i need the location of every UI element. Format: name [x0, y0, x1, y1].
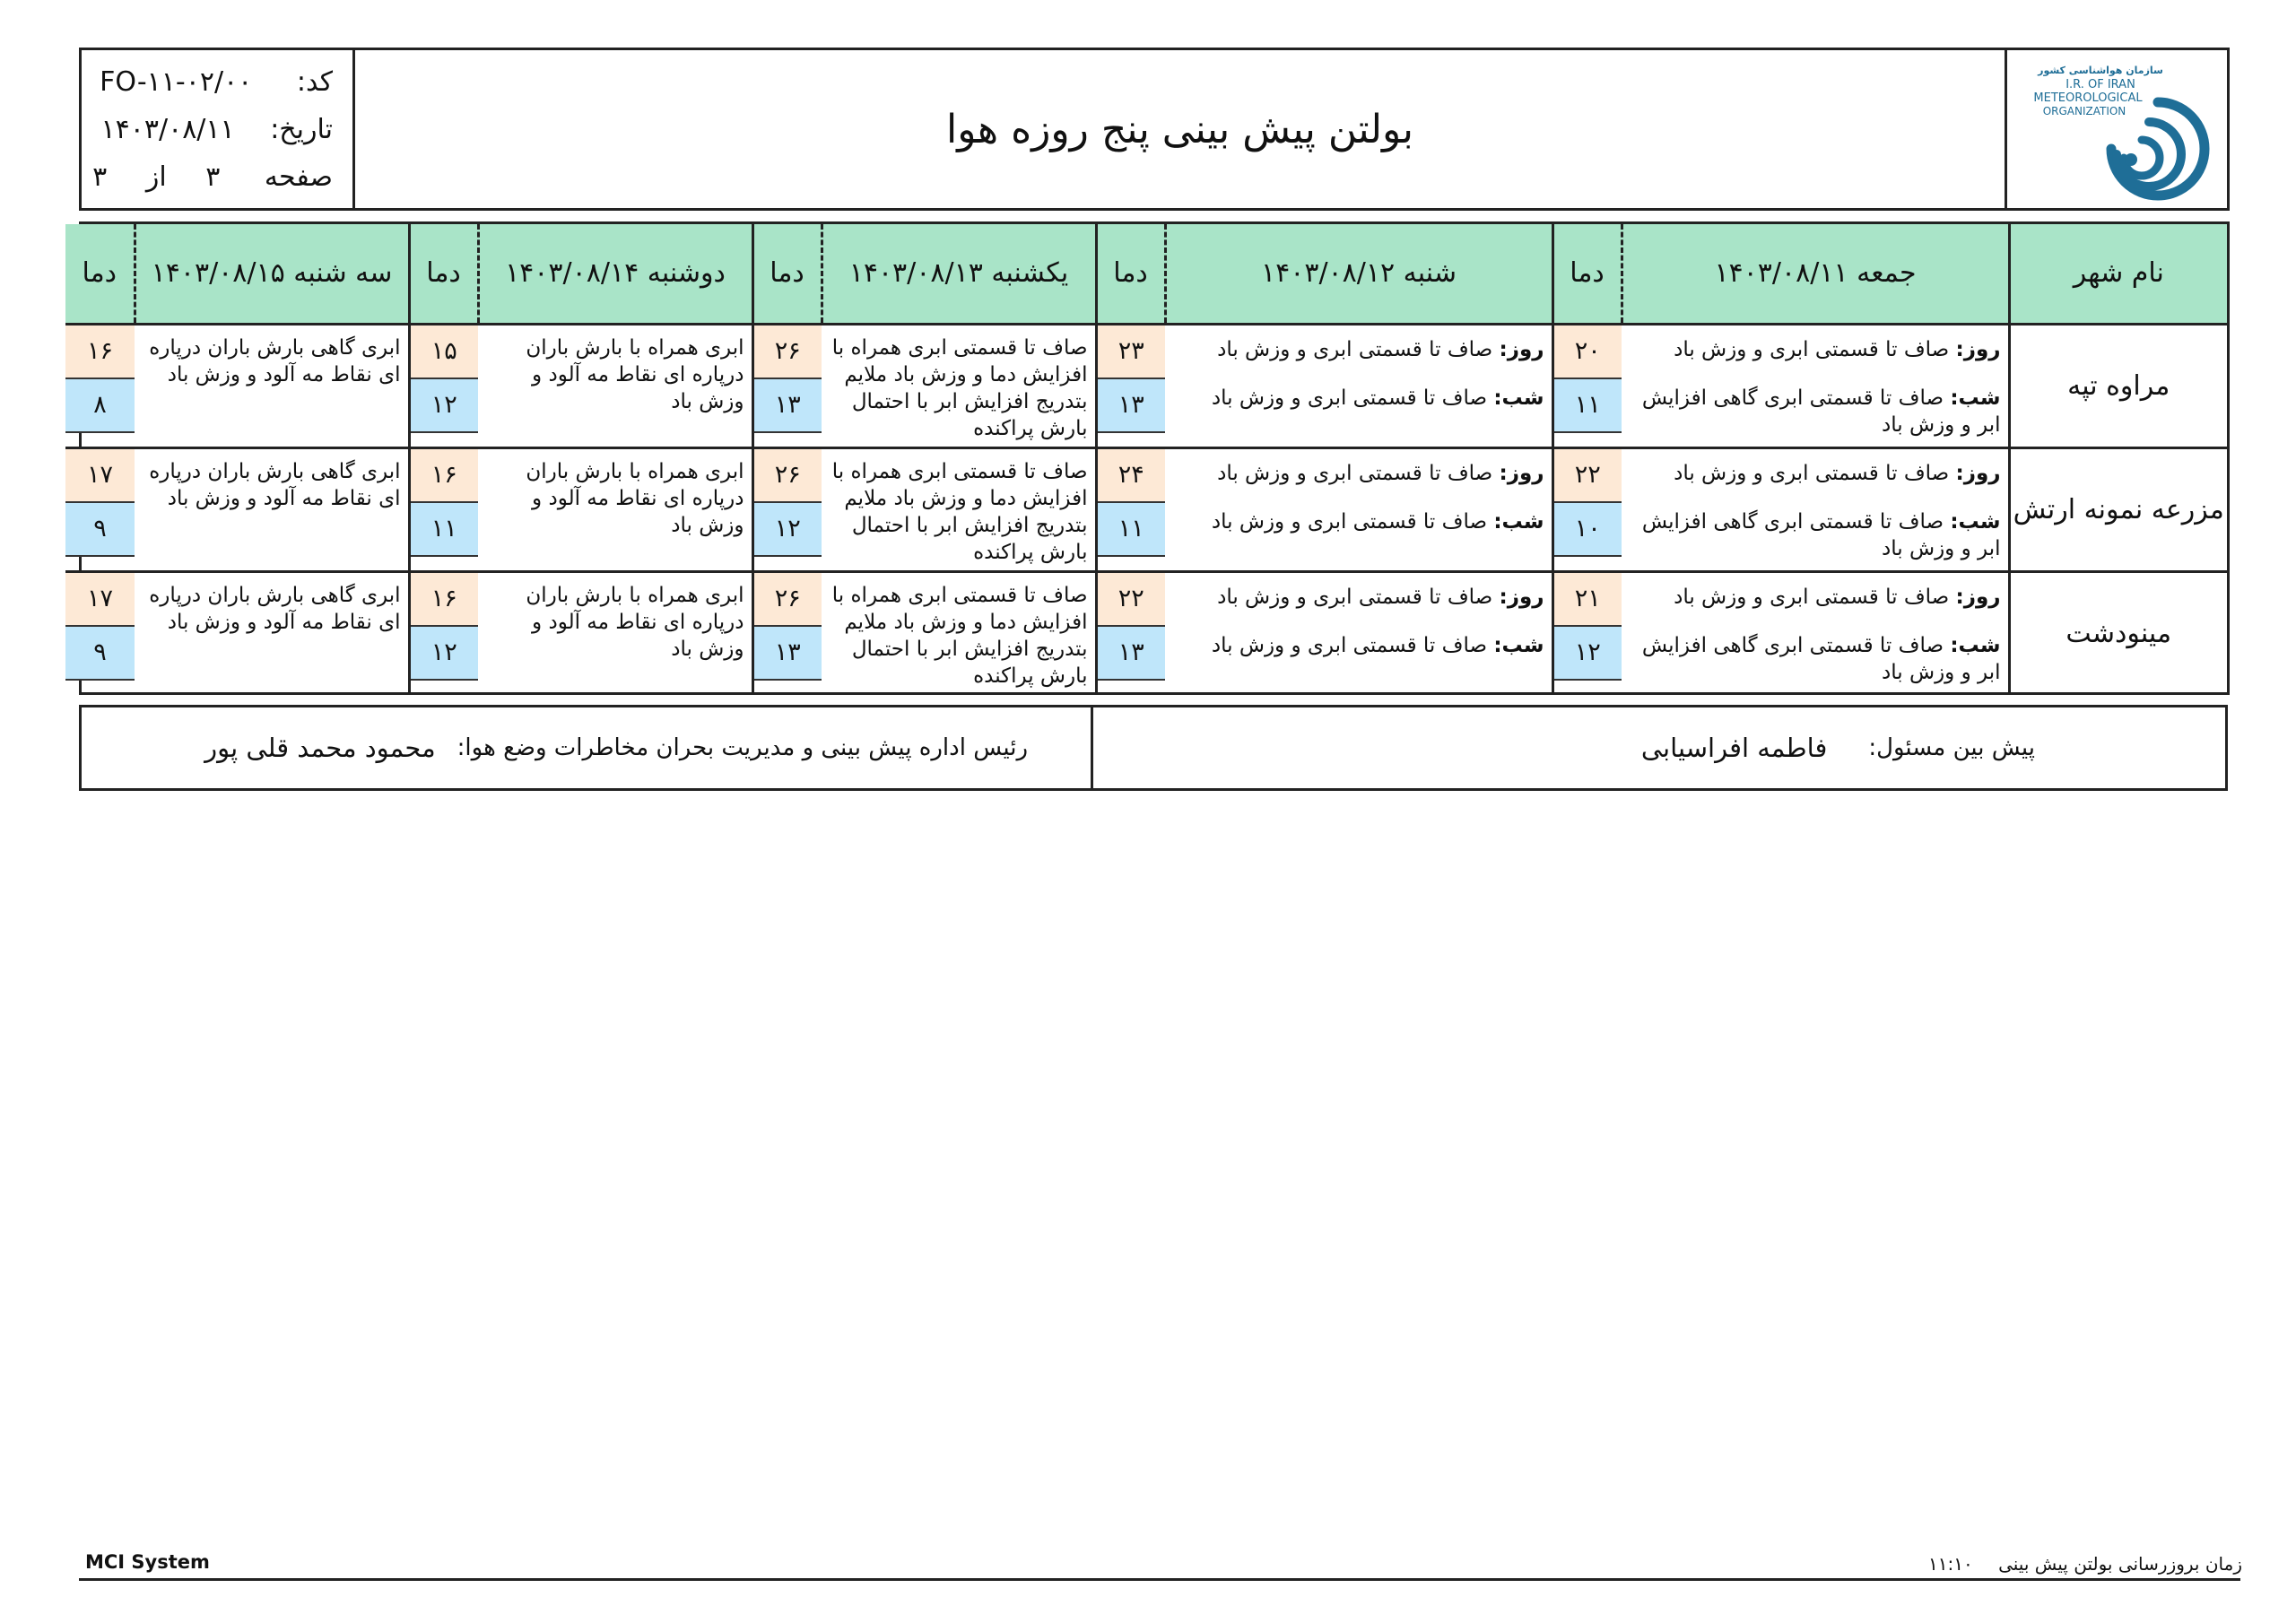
min-temp: ۱۱ [411, 503, 479, 557]
page-title: بولتن پیش بینی پنج روزه هوا [945, 106, 1414, 152]
temp-column-header: دما [1096, 224, 1165, 324]
temperature-cell [409, 324, 478, 447]
temperature-cell [752, 324, 822, 447]
signature-box [79, 705, 2228, 791]
day-column-header: دوشنبه ۱۴۰۳/۰۸/۱۴ [478, 224, 752, 324]
min-temp: ۱۳ [1098, 627, 1166, 681]
temperature-cell [409, 571, 478, 695]
footer-divider [79, 1578, 2240, 1581]
head-name: محمود محمد قلی پور [204, 733, 436, 763]
temperature-cell [1552, 324, 1622, 447]
min-temp: ۱۲ [411, 379, 479, 433]
temp-column-header: دما [752, 224, 822, 324]
forecast-description: روز: صاف تا قسمتی ابری و وزش باد شب: صاف تا قسمتی ابری و وزش باد [1165, 571, 1552, 695]
table-row [65, 447, 2227, 571]
table-header-row [65, 224, 2227, 324]
max-temp: ۲۰ [1554, 325, 1622, 379]
day-column-header: جمعه ۱۴۰۳/۰۸/۱۱ [1622, 224, 2009, 324]
table-row [65, 324, 2227, 447]
forecast-description: ابری همراه با بارش باران درپاره ای نقاط مه آلود و وزش باد [478, 447, 752, 571]
forecast-description: صاف تا قسمتی ابری همراه با افزایش دما و وزش باد ملایم بتدریج افزایش ابر با احتمال بارش پراکنده [822, 447, 1096, 571]
forecast-description: ابری همراه با بارش باران درپاره ای نقاط مه آلود و وزش باد [526, 335, 744, 413]
update-time-row [1928, 1553, 2242, 1575]
logo-fa-text: سازمان هواشناسی کشور [2038, 65, 2163, 76]
min-temp: ۱۰ [1554, 503, 1622, 557]
page-total: ۳ [92, 161, 108, 193]
city-name: مراوه تپه [2009, 324, 2227, 447]
max-temp: ۲۳ [1098, 325, 1166, 379]
table-row [65, 571, 2227, 695]
forecast-table [79, 221, 2230, 695]
logo-en-line1: I.R. OF IRAN [2066, 78, 2135, 91]
min-temp: ۱۳ [754, 627, 822, 681]
city-column-header: نام شهر [2009, 224, 2227, 324]
temperature-cell [752, 571, 822, 695]
city-name: مینودشت [2009, 571, 2227, 695]
temperature-cell [1552, 571, 1622, 695]
head-label: رئیس اداره پیش بینی و مدیریت بحران مخاطرات وضع هوا: [457, 734, 1028, 761]
forecaster [1641, 707, 2035, 788]
max-temp: ۱۶ [411, 573, 479, 627]
forecaster-section [1091, 707, 2225, 788]
date-label: تاریخ: [270, 114, 333, 145]
page-of: از [145, 161, 167, 193]
bulletin-header [79, 48, 2230, 211]
forecast-description: روز: صاف تا قسمتی ابری و وزش باد شب: صاف تا قسمتی ابری گاهی افزایش ابر و وزش باد [1641, 337, 2001, 437]
forecast-description: ابری گاهی بارش باران درپاره ای نقاط مه آلود و وزش باد [135, 571, 409, 695]
temperature-cell [1096, 447, 1165, 571]
min-temp: ۱۳ [1098, 379, 1166, 433]
min-temp: ۱۱ [1554, 379, 1622, 433]
max-temp: ۲۶ [754, 573, 822, 627]
max-temp: ۲۴ [1098, 449, 1166, 503]
max-temp: ۱۶ [411, 449, 479, 503]
min-temp: ۱۲ [1554, 627, 1622, 681]
forecaster-name: فاطمه افراسیابی [1640, 733, 1828, 763]
day-column-header: شنبه ۱۴۰۳/۰۸/۱۲ [1165, 224, 1552, 324]
temp-column-header: دما [1552, 224, 1622, 324]
min-temp: ۱۳ [754, 379, 822, 433]
forecast-description: روز: صاف تا قسمتی ابری و وزش باد شب: صاف تا قسمتی ابری گاهی افزایش ابر و وزش باد [1622, 571, 2009, 695]
update-time: ۱۱:۱۰ [1928, 1553, 1973, 1575]
min-temp: ۱۲ [411, 627, 479, 681]
temperature-cell [1552, 447, 1622, 571]
forecast-description: روز: صاف تا قسمتی ابری و وزش باد شب: صاف تا قسمتی ابری و وزش باد [1211, 337, 1544, 410]
forecast-description: روز: صاف تا قسمتی ابری و وزش باد شب: صاف تا قسمتی ابری گاهی افزایش ابر و وزش باد [1622, 447, 2009, 571]
temperature-cell [65, 324, 135, 447]
max-temp: ۲۱ [1554, 573, 1622, 627]
page-label: صفحه [264, 161, 333, 193]
temp-column-header: دما [65, 224, 135, 324]
max-temp: ۱۷ [65, 449, 135, 503]
min-temp: ۱۲ [754, 503, 822, 557]
head-of-department [204, 707, 1028, 788]
code-row [100, 66, 333, 98]
logo-en-line3: ORGANIZATION [2042, 105, 2126, 117]
min-temp: ۹ [65, 627, 135, 681]
temperature-cell [65, 571, 135, 695]
temperature-cell [65, 447, 135, 571]
city-name: مزرعه نمونه ارتش [2009, 447, 2227, 571]
forecast-description: روز: صاف تا قسمتی ابری و وزش باد شب: صاف تا قسمتی ابری و وزش باد [1165, 447, 1552, 571]
max-temp: ۱۷ [65, 573, 135, 627]
code-label: کد: [296, 66, 333, 98]
update-label: زمان بروزرسانی بولتن پیش بینی [1998, 1553, 2242, 1575]
forecaster-label: پیش بین مسئول: [1868, 734, 2035, 761]
temp-column-header: دما [409, 224, 478, 324]
forecast-description: ابری همراه با بارش باران درپاره ای نقاط مه آلود و وزش باد [478, 571, 752, 695]
date-row [101, 114, 333, 145]
logo-en-line2: METEOROLOGICAL [2033, 91, 2143, 105]
temperature-cell [1096, 324, 1165, 447]
day-column-header: یکشنبه ۱۴۰۳/۰۸/۱۳ [822, 224, 1096, 324]
system-name: MCI System [85, 1551, 210, 1573]
max-temp: ۱۵ [411, 325, 479, 379]
forecast-description: ابری گاهی بارش باران درپاره ای نقاط مه آلود و وزش باد [135, 447, 409, 571]
temperature-cell [409, 447, 478, 571]
forecast-description: ابری گاهی بارش باران درپاره ای نقاط مه آلود و وزش باد [149, 335, 401, 386]
logo [2005, 50, 2227, 208]
min-temp: ۱۱ [1098, 503, 1166, 557]
page-row [92, 161, 333, 193]
day-column-header: سه شنبه ۱۴۰۳/۰۸/۱۵ [135, 224, 409, 324]
min-temp: ۹ [65, 503, 135, 557]
max-temp: ۲۲ [1554, 449, 1622, 503]
max-temp: ۲۶ [754, 325, 822, 379]
document-meta [82, 50, 355, 208]
temperature-cell [752, 447, 822, 571]
page-current: ۳ [205, 161, 221, 193]
max-temp: ۱۶ [65, 325, 135, 379]
max-temp: ۲۶ [754, 449, 822, 503]
forecast-description: صاف تا قسمتی ابری همراه با افزایش دما و وزش باد ملایم بتدریج افزایش ابر با احتمال بارش پراکنده [822, 571, 1096, 695]
forecast-description: صاف تا قسمتی ابری همراه با افزایش دما و وزش باد ملایم بتدریج افزایش ابر با احتمال بارش پراکنده [831, 335, 1088, 440]
temperature-cell [1096, 571, 1165, 695]
min-temp: ۸ [65, 379, 135, 433]
max-temp: ۲۲ [1098, 573, 1166, 627]
meteorological-organization-logo-icon [2007, 50, 2227, 208]
code-value: FO-۱۱-۰۲/۰۰ [100, 66, 253, 98]
date-value: ۱۴۰۳/۰۸/۱۱ [100, 114, 235, 145]
